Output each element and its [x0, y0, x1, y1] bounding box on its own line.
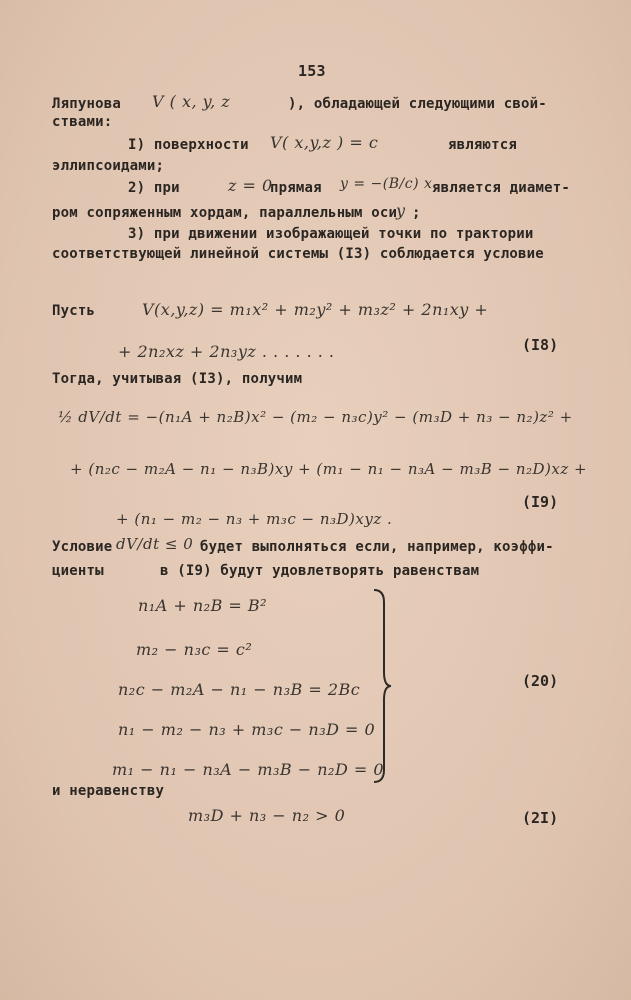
- text-line: будет выполняться если, например, коэффи-: [200, 539, 554, 555]
- text-line: ром сопряженным хордам, параллельным оси: [52, 205, 398, 221]
- formula-z-zero: z = 0: [228, 176, 273, 195]
- text-line: прямая: [270, 180, 322, 196]
- text-line: 2) при: [128, 180, 180, 196]
- formula-dv-2: + (n₂c − m₂A − n₁ − n₃B)xy + (m₁ − n₁ − n₃A − m₃B − n₂D)xz +: [70, 460, 588, 478]
- text-line: и неравенству: [52, 783, 165, 799]
- formula-condition: dV/dt ≤ 0: [116, 535, 194, 553]
- text-line: циенты: [52, 563, 104, 579]
- formula-v-def-1: V(x,y,z) = m₁x² + m₂y² + m₃z² + 2n₁xy +: [142, 300, 489, 319]
- formula-line: y = −(B/c) x: [340, 176, 433, 192]
- formula-y: y: [396, 201, 406, 220]
- text-line: эллипсоидами;: [52, 158, 165, 174]
- text-line: соответствующей линейной системы (I3) соблюдается условие: [52, 246, 544, 262]
- text-line: I) поверхности: [128, 137, 249, 153]
- equation-number: (20): [522, 672, 559, 690]
- text-line: являются: [448, 137, 518, 153]
- formula-system-3: n₂c − m₂A − n₁ − n₃B = 2Bc: [118, 680, 361, 699]
- text-line: Тогда, учитывая (I3), получим: [52, 371, 303, 387]
- equation-number: (I9): [522, 493, 559, 511]
- right-brace: [372, 588, 392, 784]
- text-line: Пусть: [52, 303, 96, 319]
- formula-dv-1: ½ dV/dt = −(n₁A + n₂B)x² − (m₂ − n₃c)y² − (m₃D + n₃ − n₂)z² +: [58, 408, 573, 426]
- formula-system-5: m₁ − n₁ − n₃A − m₃B − n₂D = 0: [112, 760, 385, 779]
- text-line: Условие: [52, 539, 113, 555]
- equation-number: (I8): [522, 336, 559, 354]
- formula-dv-3: + (n₁ − m₂ − n₃ + m₃c − n₃D)xyz .: [116, 510, 393, 528]
- page-number: 153: [298, 62, 326, 80]
- text-line: 3) при движении изображающей точки по трактории: [128, 226, 534, 242]
- formula-inequality: m₃D + n₃ − n₂ > 0: [188, 806, 346, 825]
- formula-v-surface: V( x,y,z ) = c: [270, 133, 379, 152]
- equation-number: (2I): [522, 809, 559, 827]
- formula-v-def-2: + 2n₂xz + 2n₃yz . . . . . . .: [118, 342, 335, 361]
- text-line: ), обладающей следующими свой-: [288, 96, 547, 112]
- text-line: ;: [412, 205, 421, 221]
- formula-system-1: n₁A + n₂B = B²: [138, 596, 268, 615]
- formula-v-args: V ( x, y, z: [152, 92, 231, 111]
- text-line: в (I9) будут удовлетворять равенствам: [160, 563, 480, 579]
- formula-system-4: n₁ − m₂ − n₃ + m₃c − n₃D = 0: [118, 720, 376, 739]
- text-line: Ляпунова: [52, 96, 122, 112]
- text-line: является диамет-: [432, 180, 571, 196]
- formula-system-2: m₂ − n₃c = c²: [136, 640, 253, 659]
- text-line: ствами:: [52, 114, 113, 130]
